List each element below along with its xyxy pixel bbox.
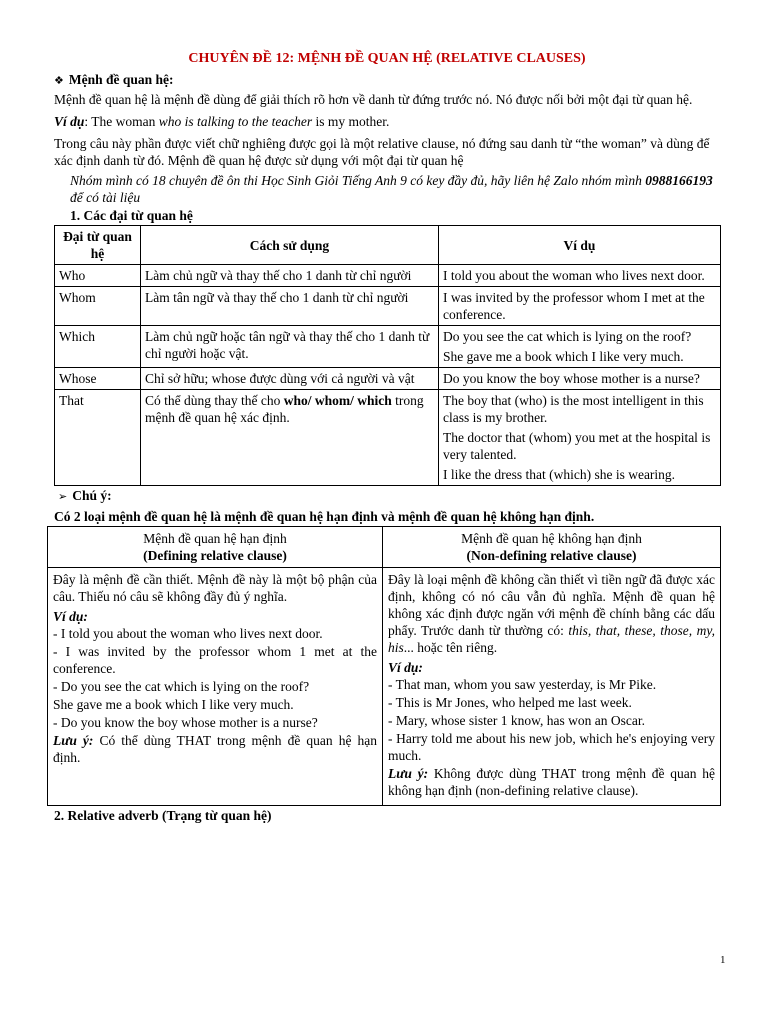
table-row: Who Làm chủ ngữ và thay thế cho 1 danh từ chỉ người I told you about the woman who lives next door. xyxy=(55,265,721,287)
table-header-row xyxy=(55,226,721,265)
intro-explanation: Trong câu này phần được viết chữ nghiêng được gọi là một relative clause, nó đứng sau danh từ “the woman” và dùng để xác định danh từ đó. Mệnh đề quan hệ được sử dụng với một đại từ quan hệ xyxy=(54,136,710,168)
intro-heading: ❖ Mệnh đề quan hệ: xyxy=(54,72,174,87)
table-row: That Có thể dùng thay thế cho who/ whom/ which trong mệnh đề quan hệ xác định. The boy that (who) is the most intelligent in this class is my brother. The doctor that (whom) you met at the hospital is very talented. I like the dress that (which) she is wearing. xyxy=(55,390,721,486)
intro-example: Ví dụ: The woman who is talking to the teacher is my mother. xyxy=(54,114,390,129)
nondefining-header: Mệnh đề quan hệ không hạn định (Non-defining relative clause) xyxy=(383,527,721,568)
clause-comparison-table xyxy=(47,526,721,806)
section-1-title: 1. Các đại từ quan hệ xyxy=(70,208,193,223)
comparison-header-row xyxy=(48,527,721,568)
header-pronoun: Đại từ quan hệ xyxy=(55,226,141,265)
defining-content: Đây là mệnh đề cần thiết. Mệnh đề này là một bộ phận của câu. Thiếu nó câu sẽ không đầy đủ ý nghĩa. Ví dụ: - I told you about the woman who lives next door. - I was invited by the professor whom 1 met at the conference. - Do you see the cat which is lying on the roof? She gave me a book which I like very much. - Do you know the boy whose mother is a nurse? Lưu ý: Có thể dùng THAT trong mệnh đề quan hệ hạn định. xyxy=(48,568,383,806)
relative-pronoun-table xyxy=(54,225,721,486)
header-example: Ví dụ xyxy=(439,226,721,265)
intro-definition: Mệnh đề quan hệ là mệnh đề dùng để giải thích rõ hơn về danh từ đứng trước nó. Nó được nối bởi một đại từ quan hệ. xyxy=(54,92,693,107)
table-row: Whose Chỉ sở hữu; whose được dùng với cả người và vật Do you know the boy whose mother is a nurse? xyxy=(55,368,721,390)
nondefining-content: Đây là loại mệnh đề không cần thiết vì tiền ngữ đã được xác định, không có nó câu vẫn đủ nghĩa. Mệnh đề quan hệ không xác định được ngăn với mệnh đề chính bằng các dấu phẩy. Trước danh từ thường có: this, that, these, those, my, his... hoặc tên riêng. Ví dụ: - That man, whom you saw yesterday, is Mr Pike. - This is Mr Jones, who helped me last week. - Mary, whose sister 1 know, has won an Oscar. - Harry told me about his new job, which he's enjoying very much. Lưu ý: Không được dùng THAT trong mệnh đề quan hệ không hạn định (non-defining relative clause). xyxy=(383,568,721,806)
promo-note: Nhóm mình có 18 chuyên đề ôn thi Học Sinh Giỏi Tiếng Anh 9 có key đầy đủ, hãy liên hệ Zalo nhóm mình 0988166193 để có tài liệu xyxy=(70,173,713,205)
arrow-bullet-icon: ➢ xyxy=(58,490,68,503)
table-row: Whom Làm tân ngữ và thay thế cho 1 danh từ chỉ người I was invited by the professor whom I met at the conference. xyxy=(55,287,721,326)
table-row: Which Làm chủ ngữ hoặc tân ngữ và thay thế cho 1 danh từ chỉ người hoặc vật. Do you see the cat which is lying on the roof? She gave me a book which I like very much. xyxy=(55,326,721,368)
comparison-body-row xyxy=(48,568,721,806)
page-title: CHUYÊN ĐỀ 12: MỆNH ĐỀ QUAN HỆ (RELATIVE CLAUSES) xyxy=(188,51,586,66)
note-heading: ➢ Chú ý: xyxy=(58,488,112,503)
header-usage: Cách sử dụng xyxy=(141,226,439,265)
section-2-title: 2. Relative adverb (Trạng từ quan hệ) xyxy=(54,808,272,823)
document-page xyxy=(54,50,720,824)
diamond-bullet-icon: ❖ xyxy=(54,74,64,87)
defining-header: Mệnh đề quan hệ hạn định (Defining relative clause) xyxy=(48,527,383,568)
clause-types-statement: Có 2 loại mệnh đề quan hệ là mệnh đề quan hệ hạn định và mệnh đề quan hệ không hạn định. xyxy=(54,509,595,524)
page-number: 1 xyxy=(720,954,726,966)
